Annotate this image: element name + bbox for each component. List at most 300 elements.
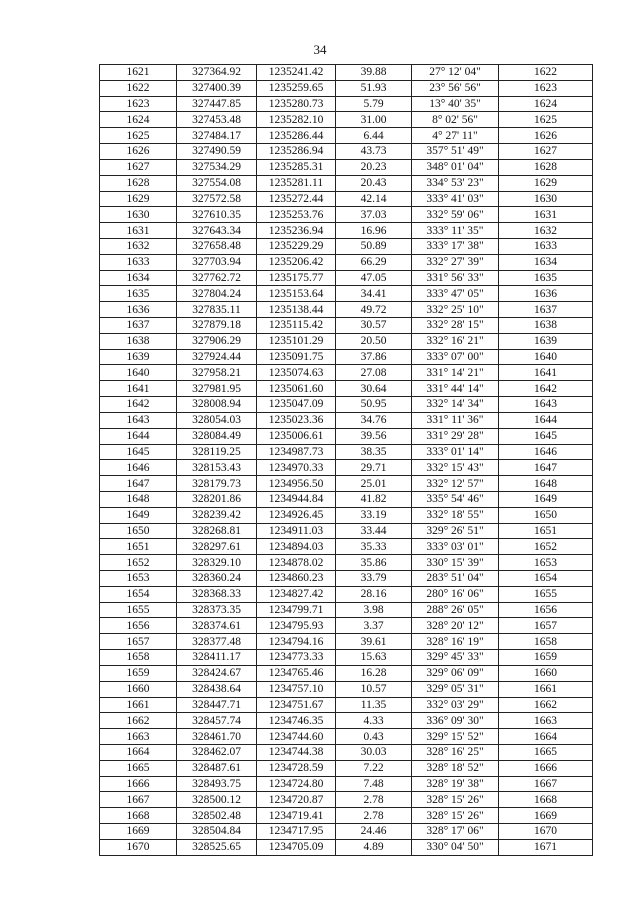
point-id-cell: 1664 [100,744,177,760]
y-coordinate-cell: 1235101.29 [257,333,336,349]
distance-cell: 15.63 [336,650,412,666]
point-id-cell: 1656 [100,618,177,634]
x-coordinate-cell: 327804.24 [177,286,257,302]
point-id-cell: 1649 [100,507,177,523]
next-point-id-cell: 1635 [499,270,593,286]
x-coordinate-cell: 328239.42 [177,507,257,523]
x-coordinate-cell: 327958.21 [177,365,257,381]
point-id-cell: 1633 [100,254,177,270]
next-point-id-cell: 1652 [499,539,593,555]
next-point-id-cell: 1634 [499,254,593,270]
bearing-cell: 328° 16' 25" [412,744,499,760]
x-coordinate-cell: 327572.58 [177,191,257,207]
y-coordinate-cell: 1235285.31 [257,159,336,175]
point-id-cell: 1641 [100,381,177,397]
distance-cell: 35.33 [336,539,412,555]
next-point-id-cell: 1664 [499,729,593,745]
x-coordinate-cell: 328084.49 [177,428,257,444]
bearing-cell: 332° 18' 55" [412,507,499,523]
bearing-cell: 330° 04' 50" [412,839,499,855]
distance-cell: 51.93 [336,80,412,96]
x-coordinate-cell: 328487.61 [177,760,257,776]
table-row [100,808,593,824]
y-coordinate-cell: 1234720.87 [257,792,336,808]
y-coordinate-cell: 1235006.61 [257,428,336,444]
y-coordinate-cell: 1235280.73 [257,96,336,112]
next-point-id-cell: 1657 [499,618,593,634]
y-coordinate-cell: 1235236.94 [257,223,336,239]
y-coordinate-cell: 1235259.65 [257,80,336,96]
table-row [100,318,593,334]
point-id-cell: 1668 [100,808,177,824]
y-coordinate-cell: 1235153.64 [257,286,336,302]
distance-cell: 2.78 [336,808,412,824]
bearing-cell: 329° 15' 52" [412,729,499,745]
distance-cell: 49.72 [336,302,412,318]
table-row [100,665,593,681]
x-coordinate-cell: 328054.03 [177,412,257,428]
table-row [100,365,593,381]
point-id-cell: 1634 [100,270,177,286]
bearing-cell: 328° 18' 52" [412,760,499,776]
next-point-id-cell: 1665 [499,744,593,760]
table-row [100,476,593,492]
next-point-id-cell: 1643 [499,397,593,413]
y-coordinate-cell: 1234728.59 [257,760,336,776]
point-id-cell: 1650 [100,523,177,539]
x-coordinate-cell: 327879.18 [177,318,257,334]
table-row [100,539,593,555]
table-row [100,776,593,792]
point-id-cell: 1625 [100,128,177,144]
next-point-id-cell: 1629 [499,175,593,191]
table-row [100,460,593,476]
bearing-cell: 331° 56' 33" [412,270,499,286]
y-coordinate-cell: 1235047.09 [257,397,336,413]
table-row [100,571,593,587]
table-row [100,839,593,855]
point-id-cell: 1643 [100,412,177,428]
bearing-cell: 357° 51' 49" [412,144,499,160]
x-coordinate-cell: 328297.61 [177,539,257,555]
distance-cell: 10.57 [336,681,412,697]
x-coordinate-cell: 327924.44 [177,349,257,365]
x-coordinate-cell: 327643.34 [177,223,257,239]
x-coordinate-cell: 327981.95 [177,381,257,397]
bearing-cell: 328° 17' 06" [412,824,499,840]
x-coordinate-cell: 328374.61 [177,618,257,634]
point-id-cell: 1642 [100,397,177,413]
x-coordinate-cell: 327906.29 [177,333,257,349]
bearing-cell: 335° 54' 46" [412,491,499,507]
y-coordinate-cell: 1234987.73 [257,444,336,460]
y-coordinate-cell: 1234860.23 [257,571,336,587]
point-id-cell: 1636 [100,302,177,318]
distance-cell: 16.96 [336,223,412,239]
next-point-id-cell: 1662 [499,697,593,713]
table-row [100,444,593,460]
point-id-cell: 1626 [100,144,177,160]
next-point-id-cell: 1653 [499,555,593,571]
bearing-cell: 333° 03' 01" [412,539,499,555]
table-row [100,254,593,270]
table-row [100,507,593,523]
next-point-id-cell: 1648 [499,476,593,492]
bearing-cell: 329° 05' 31" [412,681,499,697]
y-coordinate-cell: 1234827.42 [257,586,336,602]
distance-cell: 39.56 [336,428,412,444]
table-row [100,586,593,602]
distance-cell: 35.86 [336,555,412,571]
bearing-cell: 288° 26' 05" [412,602,499,618]
page-number: 34 [313,42,327,57]
bearing-cell: 330° 15' 39" [412,555,499,571]
y-coordinate-cell: 1235229.29 [257,238,336,254]
distance-cell: 37.03 [336,207,412,223]
next-point-id-cell: 1640 [499,349,593,365]
y-coordinate-cell: 1234757.10 [257,681,336,697]
bearing-cell: 332° 16' 21" [412,333,499,349]
x-coordinate-cell: 328462.07 [177,744,257,760]
bearing-cell: 328° 15' 26" [412,792,499,808]
bearing-cell: 332° 15' 43" [412,460,499,476]
bearing-cell: 332° 28' 15" [412,318,499,334]
x-coordinate-cell: 328201.86 [177,491,257,507]
table-row [100,159,593,175]
x-coordinate-cell: 328179.73 [177,476,257,492]
point-id-cell: 1635 [100,286,177,302]
point-id-cell: 1629 [100,191,177,207]
distance-cell: 31.00 [336,112,412,128]
x-coordinate-cell: 327554.08 [177,175,257,191]
point-id-cell: 1632 [100,238,177,254]
distance-cell: 50.89 [336,238,412,254]
next-point-id-cell: 1631 [499,207,593,223]
bearing-cell: 332° 12' 57" [412,476,499,492]
point-id-cell: 1644 [100,428,177,444]
bearing-cell: 332° 25' 10" [412,302,499,318]
y-coordinate-cell: 1234794.16 [257,634,336,650]
next-point-id-cell: 1633 [499,238,593,254]
x-coordinate-cell: 328411.17 [177,650,257,666]
table-row [100,618,593,634]
point-id-cell: 1640 [100,365,177,381]
next-point-id-cell: 1660 [499,665,593,681]
table-row [100,80,593,96]
distance-cell: 4.33 [336,713,412,729]
bearing-cell: 333° 41' 03" [412,191,499,207]
next-point-id-cell: 1622 [499,65,593,81]
y-coordinate-cell: 1234878.02 [257,555,336,571]
point-id-cell: 1670 [100,839,177,855]
point-id-cell: 1637 [100,318,177,334]
table-row [100,523,593,539]
point-id-cell: 1622 [100,80,177,96]
distance-cell: 5.79 [336,96,412,112]
y-coordinate-cell: 1234795.93 [257,618,336,634]
distance-cell: 20.23 [336,159,412,175]
point-id-cell: 1651 [100,539,177,555]
bearing-cell: 333° 47' 05" [412,286,499,302]
x-coordinate-cell: 328461.70 [177,729,257,745]
x-coordinate-cell: 328447.71 [177,697,257,713]
bearing-cell: 328° 19' 38" [412,776,499,792]
bearing-cell: 331° 14' 21" [412,365,499,381]
y-coordinate-cell: 1234970.33 [257,460,336,476]
next-point-id-cell: 1638 [499,318,593,334]
y-coordinate-cell: 1235281.11 [257,175,336,191]
distance-cell: 27.08 [336,365,412,381]
y-coordinate-cell: 1234944.84 [257,491,336,507]
point-id-cell: 1638 [100,333,177,349]
point-id-cell: 1657 [100,634,177,650]
table-row [100,175,593,191]
y-coordinate-cell: 1235175.77 [257,270,336,286]
distance-cell: 29.71 [336,460,412,476]
x-coordinate-cell: 328153.43 [177,460,257,476]
next-point-id-cell: 1655 [499,586,593,602]
next-point-id-cell: 1656 [499,602,593,618]
distance-cell: 7.48 [336,776,412,792]
distance-cell: 33.19 [336,507,412,523]
bearing-cell: 333° 17' 38" [412,238,499,254]
y-coordinate-cell: 1234894.03 [257,539,336,555]
point-id-cell: 1661 [100,697,177,713]
table-row [100,491,593,507]
distance-cell: 34.41 [336,286,412,302]
distance-cell: 2.78 [336,792,412,808]
bearing-cell: 331° 11' 36" [412,412,499,428]
next-point-id-cell: 1646 [499,444,593,460]
y-coordinate-cell: 1235272.44 [257,191,336,207]
coordinates-table-body [100,65,593,856]
point-id-cell: 1628 [100,175,177,191]
bearing-cell: 4° 27' 11" [412,128,499,144]
table-row [100,602,593,618]
next-point-id-cell: 1625 [499,112,593,128]
distance-cell: 11.35 [336,697,412,713]
y-coordinate-cell: 1235253.76 [257,207,336,223]
table-row [100,555,593,571]
table-row [100,650,593,666]
table-row [100,713,593,729]
x-coordinate-cell: 328502.48 [177,808,257,824]
distance-cell: 4.89 [336,839,412,855]
bearing-cell: 8° 02' 56" [412,112,499,128]
table-row [100,397,593,413]
next-point-id-cell: 1668 [499,792,593,808]
table-row [100,65,593,81]
x-coordinate-cell: 328504.84 [177,824,257,840]
point-id-cell: 1648 [100,491,177,507]
y-coordinate-cell: 1234765.46 [257,665,336,681]
point-id-cell: 1665 [100,760,177,776]
bearing-cell: 329° 06' 09" [412,665,499,681]
table-row [100,349,593,365]
point-id-cell: 1669 [100,824,177,840]
x-coordinate-cell: 327400.39 [177,80,257,96]
point-id-cell: 1631 [100,223,177,239]
table-row [100,112,593,128]
table-row [100,223,593,239]
distance-cell: 24.46 [336,824,412,840]
distance-cell: 3.37 [336,618,412,634]
y-coordinate-cell: 1234911.03 [257,523,336,539]
next-point-id-cell: 1645 [499,428,593,444]
x-coordinate-cell: 327364.92 [177,65,257,81]
y-coordinate-cell: 1235282.10 [257,112,336,128]
next-point-id-cell: 1658 [499,634,593,650]
next-point-id-cell: 1651 [499,523,593,539]
y-coordinate-cell: 1235115.42 [257,318,336,334]
next-point-id-cell: 1637 [499,302,593,318]
table-row [100,412,593,428]
bearing-cell: 331° 44' 14" [412,381,499,397]
next-point-id-cell: 1627 [499,144,593,160]
coordinates-table [99,64,593,856]
distance-cell: 0.43 [336,729,412,745]
x-coordinate-cell: 328360.24 [177,571,257,587]
bearing-cell: 329° 45' 33" [412,650,499,666]
y-coordinate-cell: 1235138.44 [257,302,336,318]
x-coordinate-cell: 328119.25 [177,444,257,460]
next-point-id-cell: 1654 [499,571,593,587]
table-row [100,792,593,808]
distance-cell: 37.86 [336,349,412,365]
distance-cell: 30.64 [336,381,412,397]
y-coordinate-cell: 1235023.36 [257,412,336,428]
next-point-id-cell: 1639 [499,333,593,349]
bearing-cell: 13° 40' 35" [412,96,499,112]
point-id-cell: 1662 [100,713,177,729]
point-id-cell: 1659 [100,665,177,681]
point-id-cell: 1666 [100,776,177,792]
distance-cell: 43.73 [336,144,412,160]
point-id-cell: 1653 [100,571,177,587]
table-row [100,96,593,112]
y-coordinate-cell: 1234717.95 [257,824,336,840]
next-point-id-cell: 1632 [499,223,593,239]
point-id-cell: 1658 [100,650,177,666]
next-point-id-cell: 1659 [499,650,593,666]
bearing-cell: 333° 11' 35" [412,223,499,239]
table-row [100,286,593,302]
point-id-cell: 1660 [100,681,177,697]
bearing-cell: 332° 14' 34" [412,397,499,413]
bearing-cell: 331° 29' 28" [412,428,499,444]
y-coordinate-cell: 1234719.41 [257,808,336,824]
x-coordinate-cell: 328457.74 [177,713,257,729]
bearing-cell: 333° 01' 14" [412,444,499,460]
bearing-cell: 280° 16' 06" [412,586,499,602]
next-point-id-cell: 1647 [499,460,593,476]
distance-cell: 20.50 [336,333,412,349]
distance-cell: 25.01 [336,476,412,492]
distance-cell: 38.35 [336,444,412,460]
point-id-cell: 1646 [100,460,177,476]
bearing-cell: 283° 51' 04" [412,571,499,587]
distance-cell: 16.28 [336,665,412,681]
next-point-id-cell: 1670 [499,824,593,840]
bearing-cell: 329° 26' 51" [412,523,499,539]
point-id-cell: 1655 [100,602,177,618]
y-coordinate-cell: 1235061.60 [257,381,336,397]
bearing-cell: 348° 01' 04" [412,159,499,175]
y-coordinate-cell: 1235074.63 [257,365,336,381]
distance-cell: 3.98 [336,602,412,618]
point-id-cell: 1667 [100,792,177,808]
distance-cell: 39.61 [336,634,412,650]
bearing-cell: 334° 53' 23" [412,175,499,191]
distance-cell: 47.05 [336,270,412,286]
next-point-id-cell: 1628 [499,159,593,175]
bearing-cell: 332° 03' 29" [412,697,499,713]
point-id-cell: 1630 [100,207,177,223]
table-row [100,191,593,207]
x-coordinate-cell: 328008.94 [177,397,257,413]
table-row [100,697,593,713]
table-row [100,634,593,650]
bearing-cell: 332° 27' 39" [412,254,499,270]
distance-cell: 6.44 [336,128,412,144]
y-coordinate-cell: 1234724.80 [257,776,336,792]
x-coordinate-cell: 327447.85 [177,96,257,112]
next-point-id-cell: 1663 [499,713,593,729]
bearing-cell: 333° 07' 00" [412,349,499,365]
point-id-cell: 1647 [100,476,177,492]
next-point-id-cell: 1642 [499,381,593,397]
distance-cell: 28.16 [336,586,412,602]
next-point-id-cell: 1661 [499,681,593,697]
x-coordinate-cell: 327490.59 [177,144,257,160]
y-coordinate-cell: 1234926.45 [257,507,336,523]
x-coordinate-cell: 327658.48 [177,238,257,254]
table-row [100,428,593,444]
next-point-id-cell: 1649 [499,491,593,507]
y-coordinate-cell: 1234751.67 [257,697,336,713]
distance-cell: 30.57 [336,318,412,334]
y-coordinate-cell: 1234746.35 [257,713,336,729]
x-coordinate-cell: 327703.94 [177,254,257,270]
y-coordinate-cell: 1234956.50 [257,476,336,492]
next-point-id-cell: 1644 [499,412,593,428]
x-coordinate-cell: 328373.35 [177,602,257,618]
point-id-cell: 1623 [100,96,177,112]
table-row [100,270,593,286]
x-coordinate-cell: 328493.75 [177,776,257,792]
point-id-cell: 1627 [100,159,177,175]
next-point-id-cell: 1669 [499,808,593,824]
bearing-cell: 328° 20' 12" [412,618,499,634]
table-row [100,681,593,697]
table-row [100,144,593,160]
next-point-id-cell: 1624 [499,96,593,112]
point-id-cell: 1624 [100,112,177,128]
point-id-cell: 1639 [100,349,177,365]
next-point-id-cell: 1641 [499,365,593,381]
table-row [100,302,593,318]
bearing-cell: 328° 15' 26" [412,808,499,824]
x-coordinate-cell: 328438.64 [177,681,257,697]
x-coordinate-cell: 327484.17 [177,128,257,144]
y-coordinate-cell: 1234705.09 [257,839,336,855]
next-point-id-cell: 1636 [499,286,593,302]
next-point-id-cell: 1666 [499,760,593,776]
next-point-id-cell: 1671 [499,839,593,855]
x-coordinate-cell: 328329.10 [177,555,257,571]
y-coordinate-cell: 1234744.38 [257,744,336,760]
x-coordinate-cell: 327835.11 [177,302,257,318]
